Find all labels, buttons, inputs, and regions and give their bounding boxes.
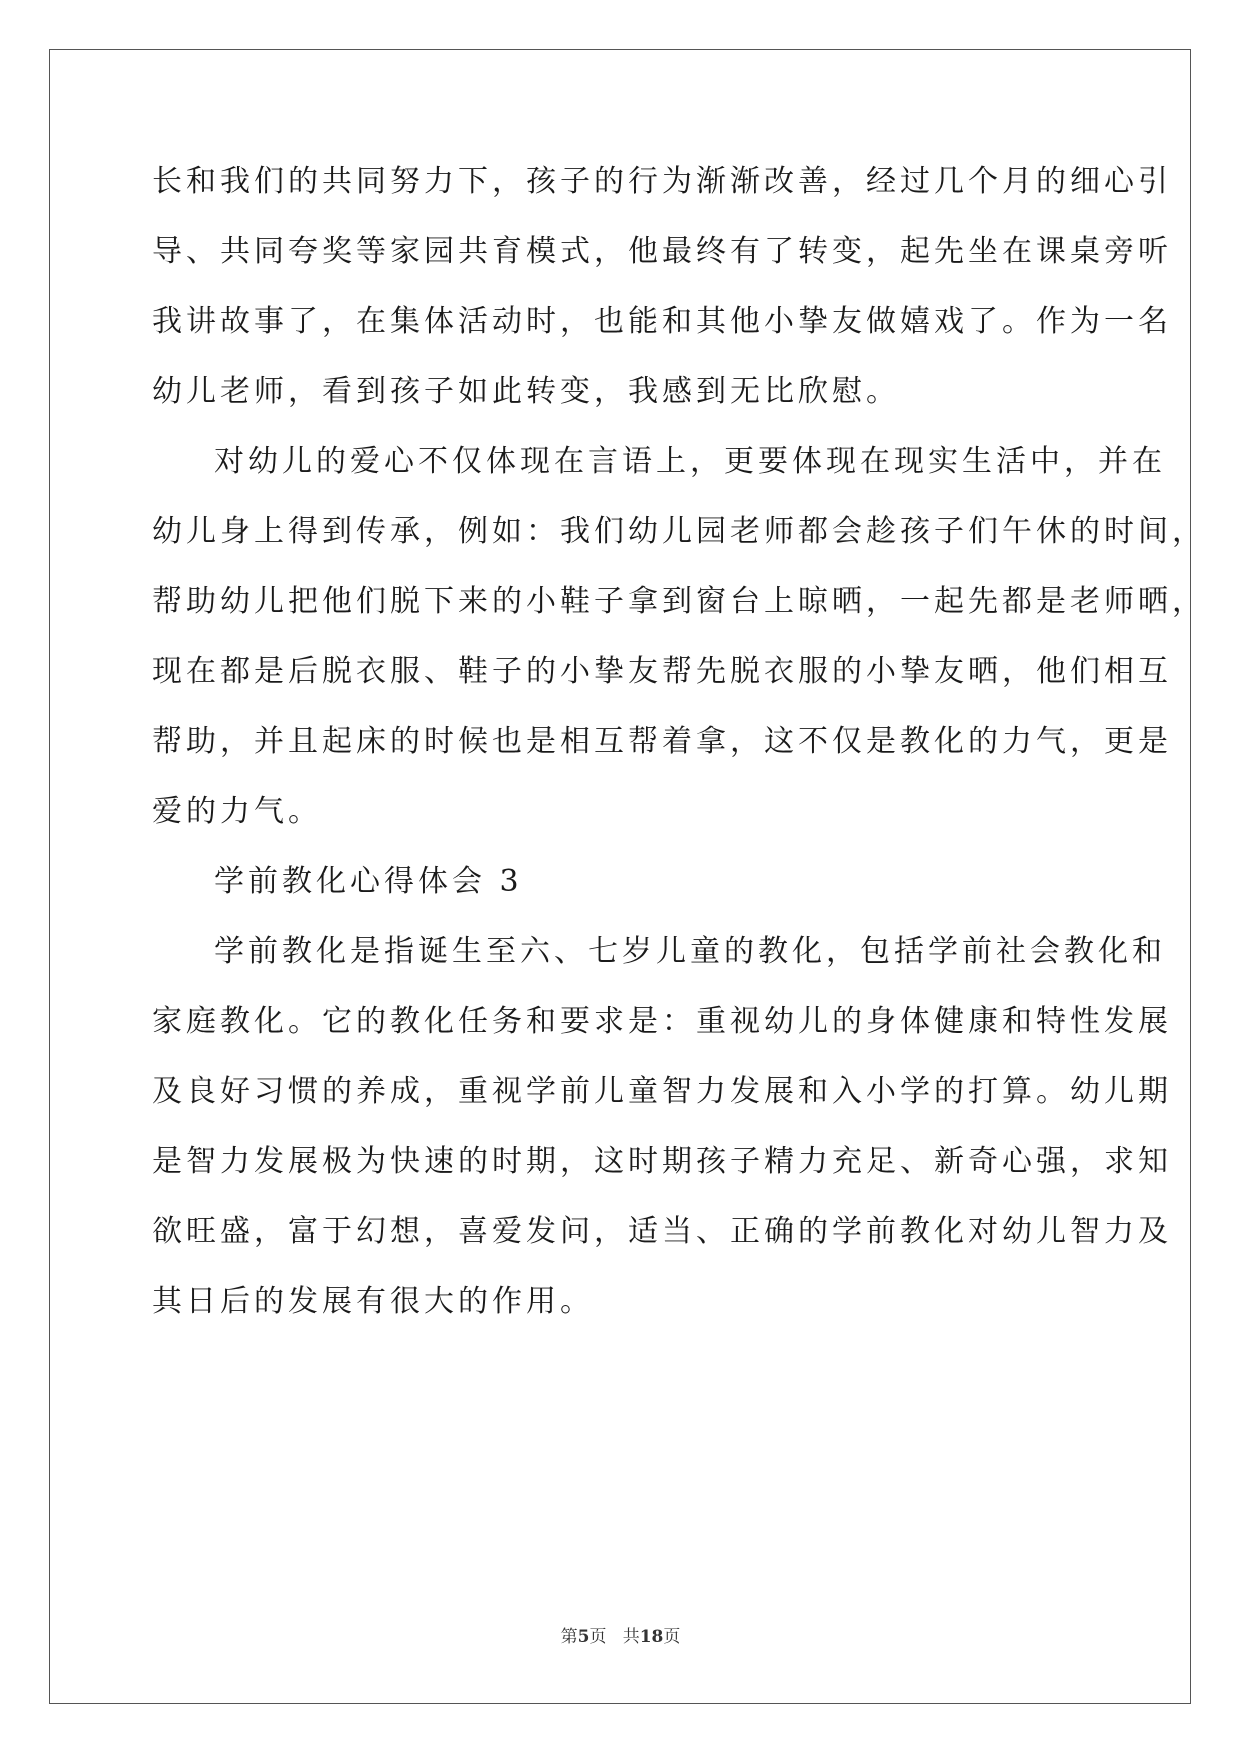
total-suffix: 页 (663, 1627, 681, 1647)
page-footer (0, 1622, 1241, 1647)
body-line: 幼儿老师，看到孩子如此转变，我感到无比欣慰。 (152, 374, 900, 409)
page-suffix: 页 (589, 1627, 607, 1647)
total-prefix: 共 (622, 1627, 640, 1647)
body-line: 是智力发展极为快速的时期，这时期孩子精力充足、新奇心强，求知 (152, 1144, 1172, 1179)
page-number: 5 (577, 1627, 590, 1647)
body-line: 爱的力气。 (152, 794, 322, 829)
section-heading: 学前教化心得体会 3 (214, 864, 523, 899)
body-line: 其日后的发展有很大的作用。 (152, 1284, 594, 1319)
body-line: 帮助，并且起床的时候也是相互帮着拿，这不仅是教化的力气，更是 (152, 724, 1172, 759)
paragraph-first-line: 对幼儿的爱心不仅体现在言语上，更要体现在现实生活中，并在 (214, 444, 1166, 479)
body-line: 我讲故事了，在集体活动时，也能和其他小挚友做嬉戏了。作为一名 (152, 304, 1172, 339)
page-prefix: 第 (560, 1627, 578, 1647)
document-body (152, 162, 1206, 1352)
total-pages: 18 (639, 1627, 664, 1647)
body-line: 导、共同夸奖等家园共育模式，他最终有了转变，起先坐在课桌旁听 (152, 234, 1172, 269)
body-line: 长和我们的共同努力下，孩子的行为渐渐改善，经过几个月的细心引 (152, 164, 1172, 199)
body-line: 帮助幼儿把他们脱下来的小鞋子拿到窗台上晾晒，一起先都是老师晒， (152, 584, 1206, 619)
body-line: 欲旺盛，富于幻想，喜爱发问，适当、正确的学前教化对幼儿智力及 (152, 1214, 1172, 1249)
body-line: 现在都是后脱衣服、鞋子的小挚友帮先脱衣服的小挚友晒，他们相互 (152, 654, 1172, 689)
paragraph-first-line: 学前教化是指诞生至六、七岁儿童的教化，包括学前社会教化和 (214, 934, 1166, 969)
body-line: 幼儿身上得到传承，例如：我们幼儿园老师都会趁孩子们午休的时间， (152, 514, 1206, 549)
body-line: 家庭教化。它的教化任务和要求是：重视幼儿的身体健康和特性发展 (152, 1004, 1172, 1039)
body-line: 及良好习惯的养成，重视学前儿童智力发展和入小学的打算。幼儿期 (152, 1074, 1172, 1109)
